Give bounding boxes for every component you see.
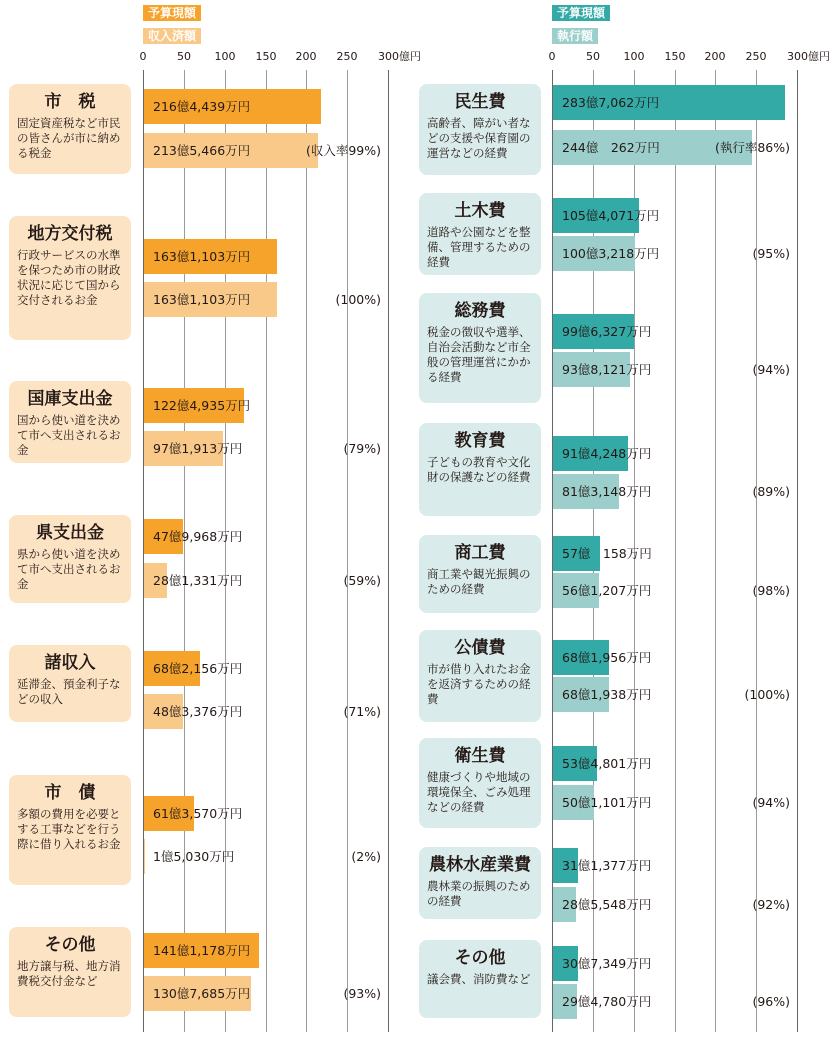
budget-value-label: 141億1,178万円: [153, 943, 251, 958]
expenditure-tick-label: 100: [623, 50, 645, 63]
budget-value-label: 122億4,935万円: [153, 398, 251, 413]
category-title: 民生費: [454, 92, 506, 112]
budget-value-label: 283億7,062万円: [562, 95, 660, 110]
expenditure-tick-label: 250: [745, 50, 767, 63]
expenditure-category-box: [419, 630, 541, 722]
revenue-gridline: [184, 70, 185, 1032]
category-title: 土木費: [454, 201, 506, 221]
revenue-category-box: [9, 927, 131, 1017]
rate-label: (96%): [752, 994, 790, 1009]
expenditure-category-box: [419, 940, 541, 1018]
revenue-tick-label: 150: [255, 50, 277, 63]
actual-value-label: 130億7,685万円: [153, 986, 251, 1001]
category-description: 固定資産税など市民の皆さんが市に納める税金: [17, 116, 121, 160]
category-title: 農林水産業費: [429, 855, 531, 875]
rate-label: (89%): [752, 484, 790, 499]
rate-label: (71%): [343, 704, 381, 719]
revenue-gridline: [347, 70, 348, 1032]
actual-value-label: 1億5,030万円: [153, 849, 235, 864]
expenditure-gridline: [756, 70, 757, 1032]
expenditure-tick-label: 0: [548, 50, 556, 63]
revenue-category-box: [9, 515, 131, 603]
expenditure-gridline: [675, 70, 676, 1032]
actual-bar: [144, 839, 145, 874]
category-description: 延滞金、預金利子などの収入: [17, 677, 121, 706]
category-description: 健康づくりや地域の環境保全、ごみ処理などの経費: [427, 770, 531, 814]
category-title: その他: [454, 948, 506, 968]
actual-value-label: 56億1,207万円: [562, 583, 652, 598]
expenditure-category-box: [419, 293, 541, 403]
revenue-category-box: [9, 216, 131, 340]
expenditure-category-box: [419, 847, 541, 919]
budget-value-label: 163億1,103万円: [153, 249, 251, 264]
revenue-gridline: [306, 70, 307, 1032]
revenue-category-box: [9, 775, 131, 885]
category-description: 市が借り入れたお金を返済するための経費: [427, 662, 531, 706]
budget-value-label: 99億6,327万円: [562, 324, 652, 339]
rate-label: (59%): [343, 573, 381, 588]
category-description: 農林業の振興のための経費: [427, 879, 531, 908]
category-title: 衛生費: [454, 746, 506, 766]
category-description: 商工業や観光振興のための経費: [427, 567, 531, 596]
category-description: 高齢者、障がい者などの支援や保育園の運営などの経費: [427, 116, 531, 160]
category-description: 税金の徴収や選挙、自治会活動など市全般の管理運営にかかる経費: [427, 325, 531, 384]
category-title: 総務費: [454, 301, 506, 321]
rate-label: (98%): [752, 583, 790, 598]
revenue-category-box: [9, 84, 131, 174]
rate-label: (100%): [744, 687, 790, 702]
expenditure-tick-label: 150: [664, 50, 686, 63]
expenditure-category-box: [419, 193, 541, 275]
revenue-category-box: [9, 381, 131, 463]
budget-value-label: 47億9,968万円: [153, 529, 243, 544]
actual-value-label: 68億1,938万円: [562, 687, 652, 702]
revenue-gridline: [266, 70, 267, 1032]
expenditure-tick-label: 300億円: [787, 50, 830, 63]
category-title: 商工費: [454, 543, 506, 563]
rate-label: (執行率86%): [714, 140, 790, 155]
legend-item-budget: 予算現額: [552, 5, 610, 21]
rate-label: (93%): [343, 986, 381, 1001]
budget-value-label: 68億2,156万円: [153, 661, 243, 676]
actual-value-label: 163億1,103万円: [153, 292, 251, 307]
revenue-category-box: [9, 645, 131, 722]
rate-label: (100%): [335, 292, 381, 307]
budget-value-label: 57億 158万円: [562, 546, 652, 561]
legend-item-budget: 予算現額: [143, 5, 201, 21]
revenue-tick-label: 200: [295, 50, 317, 63]
revenue-gridline: [225, 70, 226, 1032]
category-description: 行政サービスの水準を保つため市の財政状況に応じて国から交付されるお金: [17, 248, 121, 307]
category-title: 公債費: [454, 638, 506, 658]
budget-value-label: 216億4,439万円: [153, 99, 251, 114]
expenditure-tick-label: 200: [704, 50, 726, 63]
expenditure-category-box: [419, 738, 541, 828]
budget-value-label: 30億7,349万円: [562, 956, 652, 971]
category-title: 市 税: [44, 92, 96, 112]
category-description: 道路や公園などを整備、管理するための経費: [427, 225, 531, 269]
actual-value-label: 93億8,121万円: [562, 362, 652, 377]
actual-value-label: 50億1,101万円: [562, 795, 652, 810]
rate-label: (2%): [351, 849, 381, 864]
rate-label: (収入率99%): [305, 143, 381, 158]
actual-value-label: 28億1,331万円: [153, 573, 243, 588]
budget-value-label: 68億1,956万円: [562, 650, 652, 665]
category-title: 教育費: [454, 431, 506, 451]
category-title: 地方交付税: [27, 224, 113, 244]
actual-value-label: 97億1,913万円: [153, 441, 243, 456]
actual-value-label: 48億3,376万円: [153, 704, 243, 719]
actual-value-label: 29億4,780万円: [562, 994, 652, 1009]
rate-label: (79%): [343, 441, 381, 456]
category-title: その他: [44, 935, 96, 955]
rate-label: (92%): [752, 897, 790, 912]
expenditure-category-box: [419, 423, 541, 516]
rate-label: (94%): [752, 795, 790, 810]
actual-value-label: 28億5,548万円: [562, 897, 652, 912]
rate-label: (95%): [752, 246, 790, 261]
category-description: 子どもの教育や文化財の保護などの経費: [427, 455, 531, 484]
category-title: 県支出金: [36, 523, 104, 543]
actual-value-label: 244億 262万円: [562, 140, 660, 155]
category-description: 多額の費用を必要とする工事などを行う際に借り入れるお金: [17, 807, 121, 851]
revenue-tick-label: 250: [336, 50, 358, 63]
expenditure-tick-label: 50: [586, 50, 600, 63]
category-description: 地方譲与税、地方消費税交付金など: [17, 959, 121, 988]
actual-value-label: 213億5,466万円: [153, 143, 251, 158]
expenditure-gridline: [715, 70, 716, 1032]
actual-value-label: 100億3,218万円: [562, 246, 660, 261]
revenue-tick-label: 50: [177, 50, 191, 63]
budget-value-label: 105億4,071万円: [562, 208, 660, 223]
budget-value-label: 91億4,248万円: [562, 446, 652, 461]
expenditure-category-box: [419, 535, 541, 613]
category-title: 諸収入: [44, 653, 96, 673]
legend-item-actual: 執行額: [552, 28, 598, 44]
rate-label: (94%): [752, 362, 790, 377]
category-description: 議会費、消防費など: [427, 972, 531, 986]
revenue-tick-label: 300億円: [378, 50, 421, 63]
actual-value-label: 81億3,148万円: [562, 484, 652, 499]
revenue-tick-label: 0: [139, 50, 147, 63]
expenditure-category-box: [419, 84, 541, 175]
revenue-tick-label: 100: [214, 50, 236, 63]
budget-value-label: 61億3,570万円: [153, 806, 243, 821]
budget-value-label: 31億1,377万円: [562, 858, 652, 873]
category-title: 市 債: [44, 783, 96, 803]
legend-item-actual: 収入済額: [143, 28, 201, 44]
budget-value-label: 53億4,801万円: [562, 756, 652, 771]
category-description: 国から使い道を決めて市へ支出されるお金: [17, 413, 121, 457]
category-title: 国庫支出金: [27, 389, 113, 409]
category-description: 県から使い道を決めて市へ支出されるお金: [17, 547, 121, 591]
